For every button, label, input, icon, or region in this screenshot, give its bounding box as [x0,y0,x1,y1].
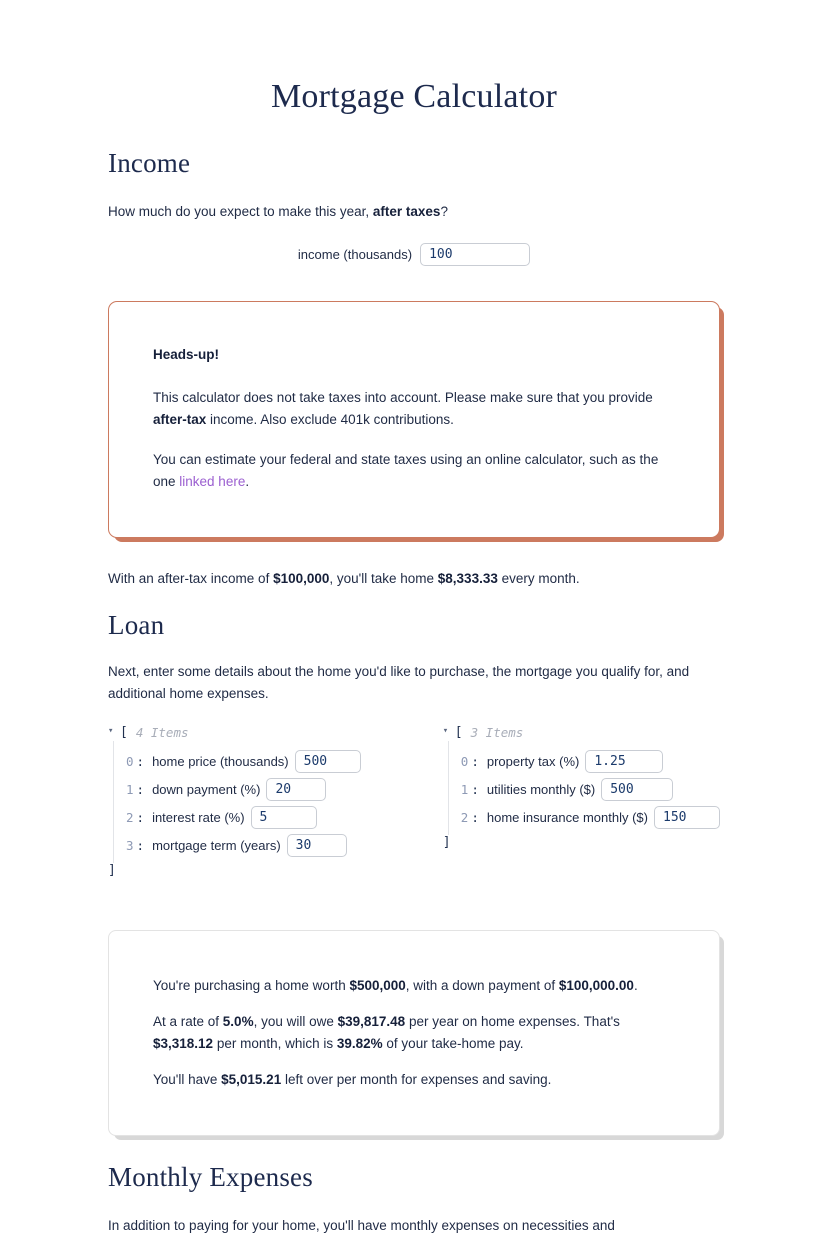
income-question-pre: How much do you expect to make this year, [108,204,373,219]
income-summary-monthly: $8,333.33 [437,571,498,586]
row-label: utilities monthly ($) [486,781,596,797]
row-colon: : [471,753,479,769]
chevron-down-icon[interactable]: ▾ [442,725,449,736]
result-pct-of-pay: 39.82% [336,1036,383,1051]
income-summary [108,538,720,590]
home-insurance-monthly-input[interactable] [654,806,720,829]
home-price-input[interactable] [295,750,361,773]
result-rate: 5.0% [222,1014,254,1029]
close-bracket: ] [108,863,116,878]
close-bracket: ] [442,835,451,850]
row-colon: : [136,809,145,825]
callout-paragraph-1 [153,387,675,431]
interest-rate-input[interactable] [251,806,317,829]
income-summary-amount: $100,000 [273,571,330,586]
loan-array-left-body [113,741,413,863]
result-p2-e: of your take-home pay. [382,1036,524,1051]
row-label: mortgage term (years) [152,837,281,853]
row-label: property tax (%) [486,753,580,769]
result-p3-b: left over per month for expenses and saving. [281,1072,552,1087]
income-question-emphasis: after taxes [372,204,441,219]
loan-array-right-header[interactable] [443,723,720,741]
income-question [108,179,720,223]
loan-array-left-count: 4 Items [135,724,189,740]
row-index: 2 [460,809,469,825]
callout-p1-c: income. Also exclude 401k contributions. [206,412,454,427]
row-index: 1 [460,781,469,797]
chevron-down-icon[interactable]: ▾ [108,725,114,736]
row-colon: : [471,781,479,797]
expenses-intro-text: In addition to paying for your home, you'll have monthly expenses on necessities and [108,1218,615,1233]
row-colon: : [136,837,145,853]
array-row [461,775,720,803]
income-field-label: income (thousands) [297,247,413,262]
result-p3-a: You'll have [153,1072,222,1087]
row-colon: : [136,781,145,797]
income-input-row [108,223,720,266]
result-p1-a: You're purchasing a home worth [153,978,350,993]
result-left-over: $5,015.21 [221,1072,282,1087]
row-label: down payment (%) [152,781,261,797]
heads-up-callout [108,301,720,538]
callout-paragraph-2 [153,449,675,493]
income-summary-pre: With an after-tax income of [108,571,274,586]
callout-p2-b: . [245,474,250,489]
result-home-worth: $500,000 [349,978,406,993]
row-label: home price (thousands) [152,753,289,769]
row-label: interest rate (%) [152,809,245,825]
result-monthly-owed: $3,318.12 [153,1036,214,1051]
row-index: 3 [126,837,134,853]
row-label: home insurance monthly ($) [486,809,648,825]
row-colon: : [136,753,145,769]
loan-array-left [108,723,413,877]
array-row [126,747,413,775]
row-index: 0 [126,753,134,769]
callout-p1-a: This calculator does not take taxes into account. Please make sure that you provide [153,390,653,405]
row-index: 2 [126,809,134,825]
utilities-monthly-input[interactable] [601,778,673,801]
section-heading-income: Income [108,148,191,178]
income-summary-post: every month. [497,571,580,586]
loan-intro-text: Next, enter some details about the home you'd like to purchase, the mortgage you qualify for, and additional home expenses. [108,664,690,701]
result-p2-c: per year on home expenses. That's [405,1014,620,1029]
section-heading-expenses: Monthly Expenses [108,1162,313,1192]
tax-calculator-link[interactable]: linked here [179,474,246,489]
result-p1-b: , with a down payment of [405,978,559,993]
array-row [126,803,413,831]
loan-array-right-count: 3 Items [470,724,524,740]
result-p1-c: . [633,978,638,993]
loan-input-groups [108,705,720,877]
callout-p1-emphasis: after-tax [153,412,207,427]
income-question-post: ? [440,204,448,219]
result-yearly-owed: $39,817.48 [337,1014,406,1029]
result-p2-d: per month, which is [213,1036,337,1051]
down-payment-input[interactable] [266,778,326,801]
callout-p2-a: You can estimate your federal and state taxes using an online calculator, such as the one [153,452,659,489]
array-row [126,831,413,859]
array-row [126,775,413,803]
loan-array-left-header[interactable] [108,723,413,741]
mortgage-term-input[interactable] [287,834,347,857]
result-down-payment: $100,000.00 [558,978,634,993]
loan-array-right [443,723,720,877]
result-paragraph-2 [153,1011,675,1055]
row-colon: : [471,809,479,825]
property-tax-input[interactable] [585,750,663,773]
section-heading-loan: Loan [108,610,165,640]
array-row [461,803,720,831]
loan-result-card [108,930,720,1136]
result-paragraph-1 [153,975,675,997]
open-bracket: [ [120,724,128,740]
open-bracket: [ [454,724,463,740]
callout-title: Heads-up! [153,347,220,362]
row-index: 0 [460,753,469,769]
income-input[interactable] [420,243,530,266]
row-index: 1 [126,781,134,797]
result-p2-a: At a rate of [153,1014,223,1029]
result-p2-b: , you will owe [253,1014,338,1029]
array-row [461,747,720,775]
loan-array-right-body [448,741,720,835]
page-title: Mortgage Calculator [270,78,558,115]
result-paragraph-3 [153,1069,675,1091]
income-summary-mid: , you'll take home [329,571,438,586]
